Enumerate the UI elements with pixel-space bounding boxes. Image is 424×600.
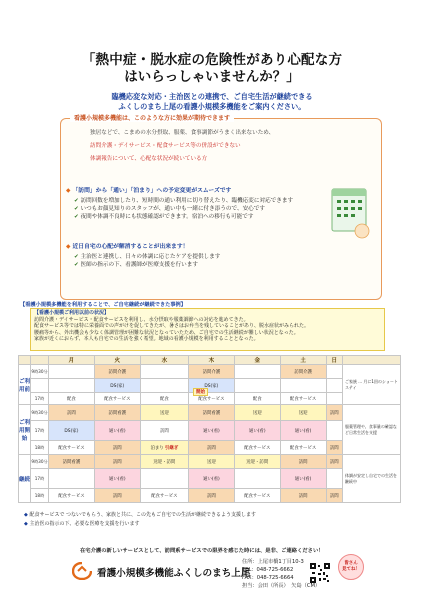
contact-fax: FAX：048-725-6664: [242, 575, 294, 581]
contact-person: 担当：会田（所長） 矢島（CM）: [242, 583, 321, 589]
feature-section-1: [90, 129, 326, 163]
contact-tel: TEL：048-725-6662: [242, 567, 294, 573]
organization-name: 看護小規模多機能ふくしのまち上尾: [97, 568, 251, 579]
day-header: 月: [49, 356, 95, 365]
period-label: ご利用前: [19, 365, 31, 405]
day-header: 日: [326, 356, 342, 365]
section3-item-2: 医師の指示の下、看護師が医療支援を行います: [80, 262, 198, 268]
day-header: 木: [188, 356, 234, 365]
start-label: 開始: [193, 388, 208, 396]
table-row: 17時 配食 配食サービス 配食 配食サービス 配食 配食サービス: [19, 393, 401, 405]
period-note: 体調が安定し自宅での生活を継続中: [343, 455, 401, 503]
period-label: ご利用開始: [19, 405, 31, 455]
check-icon: ✔: [74, 254, 79, 260]
period-note: ご家族 ... 月に1回のショートステイ: [343, 365, 401, 405]
section3-item-1: 主治医と連携し、日々の体調に応じたケアを提供します: [80, 254, 221, 260]
case-text: [34, 310, 384, 343]
day-header: 金: [234, 356, 280, 365]
day-header: 火: [94, 356, 140, 365]
section3-heading: 近日自宅の心配が解消することが出来ます！: [72, 244, 189, 250]
organization-logo-icon: [72, 562, 92, 580]
footnotes: [24, 511, 256, 529]
case-line-5: 家族が近くにおらず、本人も自宅での生活を強く希望。地域の看護小規模を利用することとなった。: [34, 336, 259, 343]
qr-code-icon: [310, 563, 330, 583]
section2-item-1: 訪問回数を増加したり、短時間の通い利用に切り替えたり、臨機応変に対応できます: [80, 198, 294, 204]
period-note: 服薬管理や、食事量の確認など日常生活を支援: [343, 405, 401, 455]
case-line-1: 【看護小規模ご利用以前の状況】: [34, 310, 110, 316]
subtitle: [40, 92, 384, 112]
look-here-badge: 皆さん 見てね！: [338, 554, 364, 580]
table-row: ご利用前 9時30分 訪問介護 訪問介護 訪問介護 ご家族 ... 月に1回のショートステイ: [19, 365, 401, 379]
time-label: 9時30分: [31, 365, 49, 379]
table-row: DS(家) DS(家): [19, 379, 401, 393]
title-line-2: はいらっしゃいませんか？」: [124, 69, 300, 85]
day-header: 水: [140, 356, 188, 365]
diamond-bullet-icon: ◆: [24, 521, 28, 527]
section1-text-1: 独居などで、こまめの水分摂取、服薬、食事調節がうまく出来ないため、: [90, 130, 275, 136]
period-label: 継続: [19, 455, 31, 503]
table-row: 継続 9時30分 訪問看護 訪問 送迎・訪問 送迎 送迎・訪問 訪問 訪問 体調が安定し自宅での生活を継続中: [19, 455, 401, 469]
section2-item-3: 夜間や体調不良時にも状態確認ができます。宿泊への移行も可能です: [80, 214, 254, 220]
section2-item-2: いつもお顔見知りのスタッフが、通い中も一緒に付き添うので、安心です: [80, 206, 265, 212]
feature-section-2: [66, 187, 322, 221]
table-row: 17時 通い(看) 通い(看) 通い(看): [19, 469, 401, 489]
footnote-1: 配食サービスで つないでもらう、家族と共に、この先もご自宅での生活が継続できるよう支援します: [29, 512, 257, 518]
contact-info: [242, 558, 320, 590]
feature-heading: 看護小規模多機能は、このような方に効果が期待できます: [70, 113, 234, 122]
section2-heading: 「訪問」から「通い」「泊まり」への予定変更がスムーズです: [72, 188, 232, 194]
hikitsugi-label: 引継ぎ: [165, 445, 179, 451]
case-line-2: 訪問介護・デイサービス・配食サービスを利用し、水分摂取や服薬調節への対応を進めてきた。: [34, 316, 249, 323]
case-title: 【看護小規模多機能を利用することで、ご自宅継続が継続できた事例】: [20, 302, 186, 308]
calendar-illustration-icon: [328, 183, 372, 243]
page-title: [30, 52, 394, 86]
title-line-1: 「熱中症・脱水症の危険性があり心配な方: [81, 52, 343, 68]
check-icon: ✔: [74, 198, 79, 204]
case-line-4: 腰痛等から、外出機会も少なく体調管理が困難な状況となっていたため、ご自宅での生活継続が難しい状況となった。: [34, 329, 299, 336]
feature-section-3: [66, 243, 322, 269]
table-row: 18時 配食サービス 訪問 泊まり 引継ぎ 訪問 配食サービス 配食サービス 訪問: [19, 441, 401, 455]
diamond-bullet-icon: ◆: [66, 188, 71, 194]
subtitle-line-2: ふくしのまち上尾の看護小規模多機能をご案内ください。: [118, 102, 306, 111]
diamond-bullet-icon: ◆: [66, 244, 71, 250]
schedule-header-row: [19, 356, 401, 365]
diamond-bullet-icon: ◆: [24, 512, 28, 518]
footnote-2: 主治医の指示の下、必要な医療を支援を行います: [29, 521, 140, 527]
section1-text-2: 体調報告について、心配な状況が続いている方: [90, 156, 208, 162]
check-icon: ✔: [74, 206, 79, 212]
table-row: 18時 配食サービス 訪問 配食サービス 訪問 配食サービス 訪問 訪問: [19, 489, 401, 503]
bottom-message: 在宅介護の新しいサービスとして、訪問系サービスでの限界を感じた時には、是非、ご連絡ください！: [80, 548, 324, 554]
table-row: ご利用開始 9時30分 訪問 訪問看護 送迎 訪問看護 送迎 送迎 訪問 服薬管理や、食事量の確認など日常生活を支援: [19, 405, 401, 421]
check-icon: ✔: [74, 214, 79, 220]
day-header: 土: [280, 356, 326, 365]
case-line-3: 配食サービス等では特に栄養面での声がけを促してきたが、暑さはお弁当を残していることがあり、脱水症状がみられた。: [34, 323, 310, 330]
schedule-table: [18, 355, 401, 503]
check-icon: ✔: [74, 262, 79, 268]
section1-red-text: 訪問介護・デイサービス・配食サービス等の併設ができない: [90, 143, 241, 149]
contact-address: 住所：上尾市橋1丁目10-3: [242, 559, 304, 565]
subtitle-line-1: 臨機応変な対応・主治医との連携で、ご自宅生活が継続できる: [111, 92, 313, 101]
table-row: 17時 DS(家) 通い(看) 訪問 通い(看) 通い(看) 通い(看): [19, 421, 401, 441]
